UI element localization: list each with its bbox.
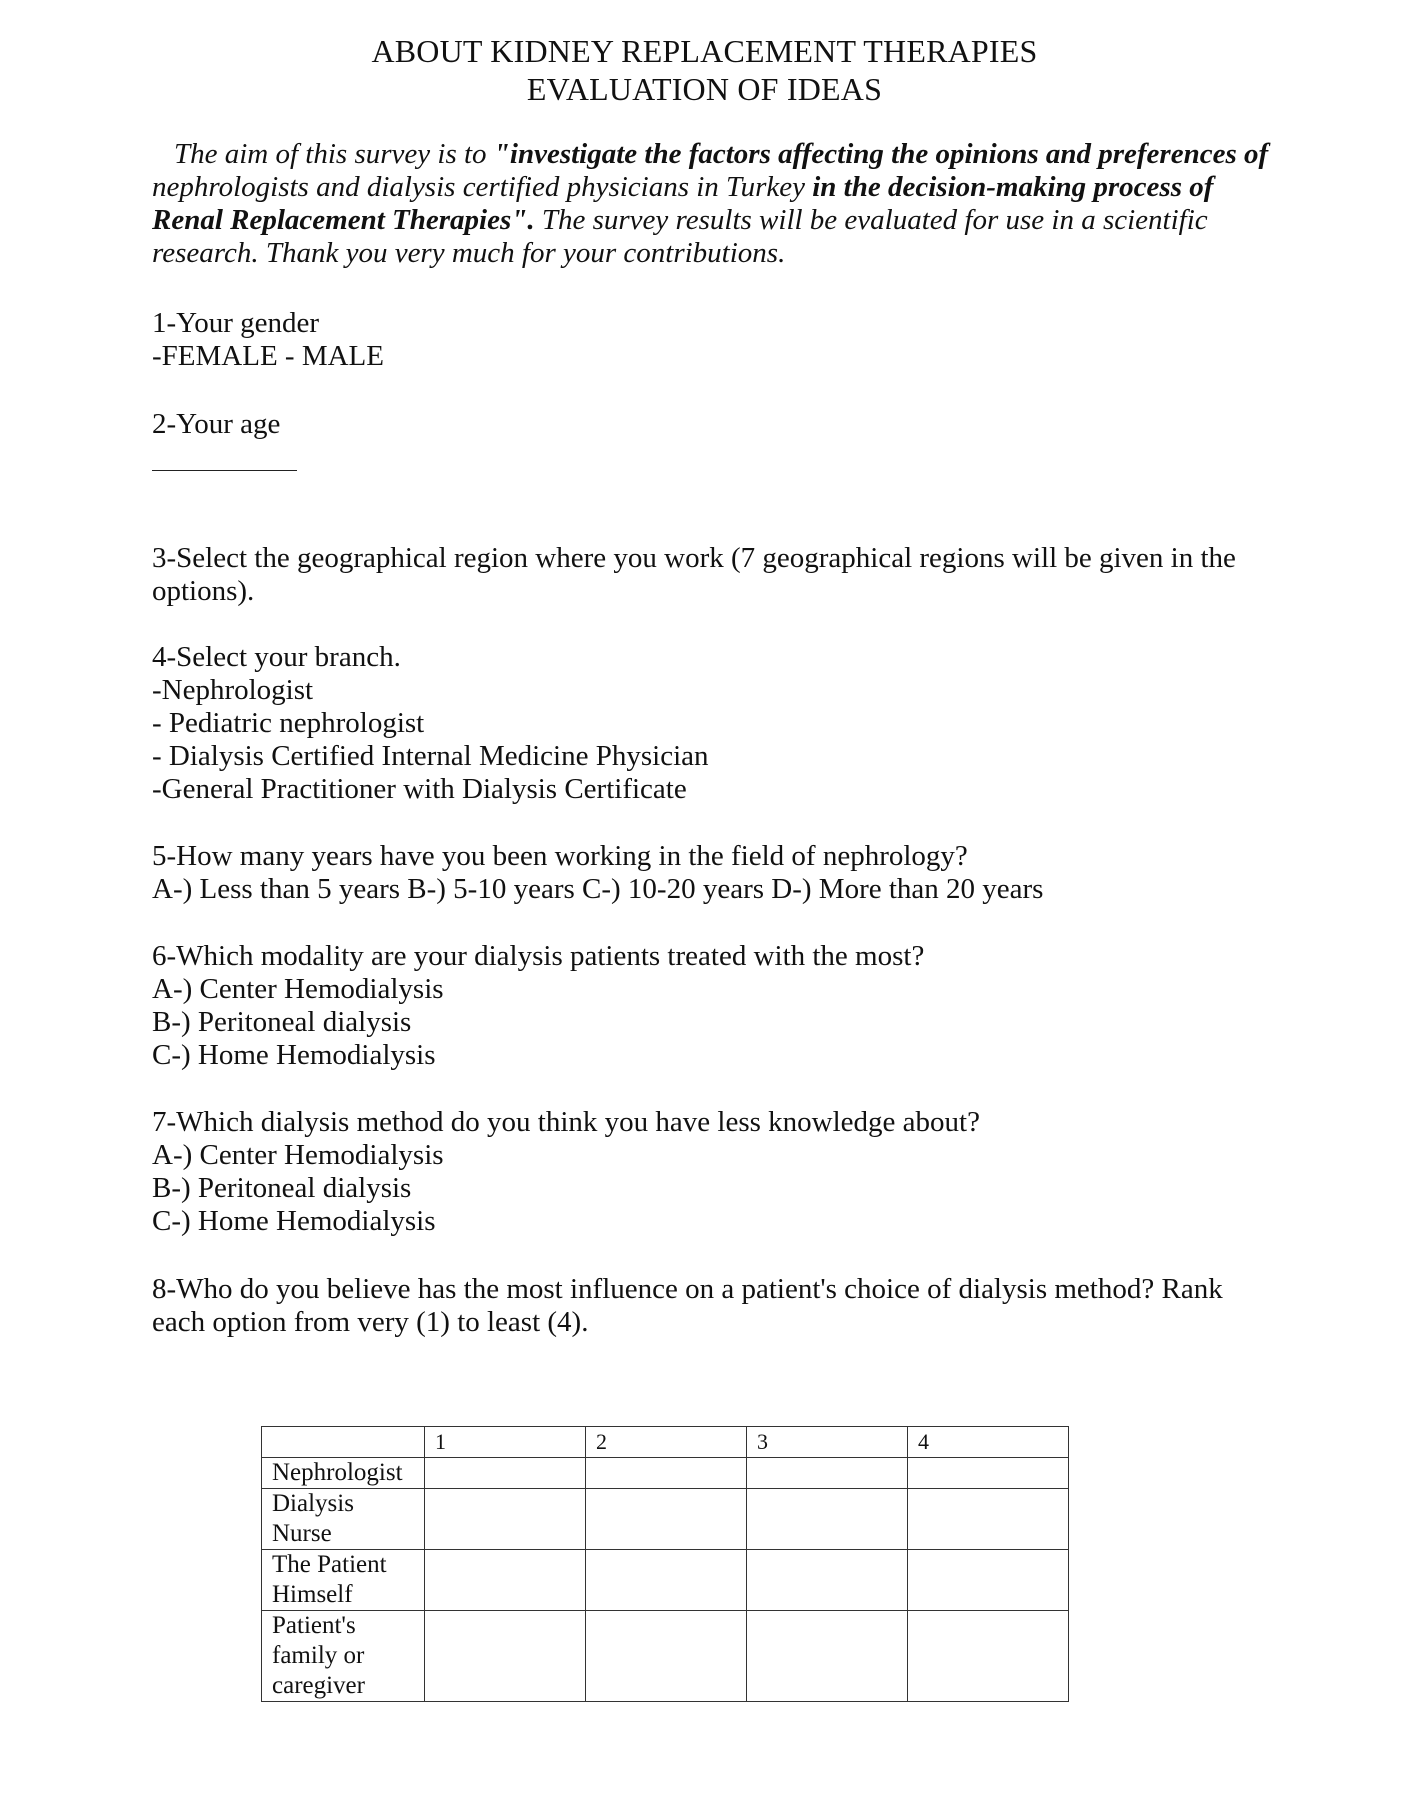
table-row <box>262 1611 1069 1702</box>
title-line-1: ABOUT KIDNEY REPLACEMENT THERAPIES <box>371 33 1038 69</box>
rank-cell[interactable] <box>425 1458 586 1489</box>
table-header-cell: 1 <box>425 1427 586 1458</box>
question-2 <box>152 408 1282 441</box>
table-header-cell: 4 <box>908 1427 1069 1458</box>
table-row <box>262 1458 1069 1489</box>
question-5-text: 5-How many years have you been working in the field of nephrology? <box>152 840 968 872</box>
rank-cell[interactable] <box>747 1611 908 1702</box>
ranking-table <box>261 1426 1069 1702</box>
rank-cell[interactable] <box>908 1458 1069 1489</box>
question-1-text: 1-Your gender <box>152 307 320 339</box>
rank-cell[interactable] <box>586 1611 747 1702</box>
table-header-cell: 2 <box>586 1427 747 1458</box>
question-3-line-1: 3-Select the geographical region where you work (7 geographical regions will be given in the <box>152 542 1236 574</box>
question-4-option[interactable]: - Pediatric nephrologist <box>152 707 425 739</box>
question-7-option[interactable]: A-) Center Hemodialysis <box>152 1139 444 1171</box>
rank-cell[interactable] <box>747 1550 908 1611</box>
question-4-option[interactable]: -Nephrologist <box>152 674 314 706</box>
question-4-option[interactable]: -General Practitioner with Dialysis Certificate <box>152 773 687 805</box>
rank-cell[interactable] <box>586 1489 747 1550</box>
question-6 <box>152 940 1282 1072</box>
question-6-option[interactable]: B-) Peritoneal dialysis <box>152 1006 412 1038</box>
row-label: Nephrologist <box>262 1458 425 1489</box>
question-7-option[interactable]: B-) Peritoneal dialysis <box>152 1172 412 1204</box>
intro-bold-2: in the decision-making process of Renal Replacement Therapies". <box>152 171 1214 236</box>
rank-cell[interactable] <box>425 1489 586 1550</box>
table-row <box>262 1550 1069 1611</box>
row-label: Dialysis Nurse <box>262 1489 425 1550</box>
rank-cell[interactable] <box>425 1611 586 1702</box>
question-5-options[interactable]: A-) Less than 5 years B-) 5-10 years C-) 10-20 years D-) More than 20 years <box>152 873 1044 905</box>
table-header-row <box>262 1427 1069 1458</box>
question-6-option[interactable]: C-) Home Hemodialysis <box>152 1039 436 1071</box>
question-1-options[interactable]: -FEMALE - MALE <box>152 340 384 372</box>
question-4-text: 4-Select your branch. <box>152 641 401 673</box>
question-4-option[interactable]: - Dialysis Certified Internal Medicine Physician <box>152 740 709 772</box>
intro-text-3: The survey results will be evaluated for use in a scientific research. Thank you very much for your contributions. <box>152 204 1208 269</box>
question-3-line-2: options). <box>152 575 255 607</box>
question-3 <box>152 542 1282 608</box>
rank-cell[interactable] <box>747 1489 908 1550</box>
question-6-option[interactable]: A-) Center Hemodialysis <box>152 973 444 1005</box>
intro-text-1: The aim of this survey is to <box>174 138 494 170</box>
title-line-2: EVALUATION OF IDEAS <box>526 71 883 107</box>
question-4 <box>152 641 1282 806</box>
rank-cell[interactable] <box>908 1489 1069 1550</box>
intro-text-2: nephrologists and dialysis certified physicians in Turkey <box>152 171 813 203</box>
row-label: The Patient Himself <box>262 1550 425 1611</box>
question-8-line-1: 8-Who do you believe has the most influence on a patient's choice of dialysis method? Rank <box>152 1273 1223 1305</box>
question-7-text: 7-Which dialysis method do you think you have less knowledge about? <box>152 1106 980 1138</box>
rank-cell[interactable] <box>908 1611 1069 1702</box>
intro-paragraph <box>152 138 1272 270</box>
question-1 <box>152 307 1282 373</box>
question-7-option[interactable]: C-) Home Hemodialysis <box>152 1205 436 1237</box>
table-row <box>262 1489 1069 1550</box>
question-7 <box>152 1106 1282 1238</box>
rank-cell[interactable] <box>908 1550 1069 1611</box>
age-answer-line[interactable] <box>152 470 297 471</box>
question-8-line-2: each option from very (1) to least (4). <box>152 1306 589 1338</box>
rank-cell[interactable] <box>425 1550 586 1611</box>
rank-cell[interactable] <box>586 1458 747 1489</box>
rank-cell[interactable] <box>586 1550 747 1611</box>
table-header-cell: 3 <box>747 1427 908 1458</box>
question-8 <box>152 1273 1282 1339</box>
question-2-text: 2-Your age <box>152 408 281 440</box>
rank-cell[interactable] <box>747 1458 908 1489</box>
row-label: Patient's family or caregiver <box>262 1611 425 1702</box>
question-6-text: 6-Which modality are your dialysis patients treated with the most? <box>152 940 925 972</box>
intro-bold-1: "investigate the factors affecting the opinions and preferences of <box>493 138 1269 170</box>
table-header-cell <box>262 1427 425 1458</box>
question-5 <box>152 840 1282 906</box>
